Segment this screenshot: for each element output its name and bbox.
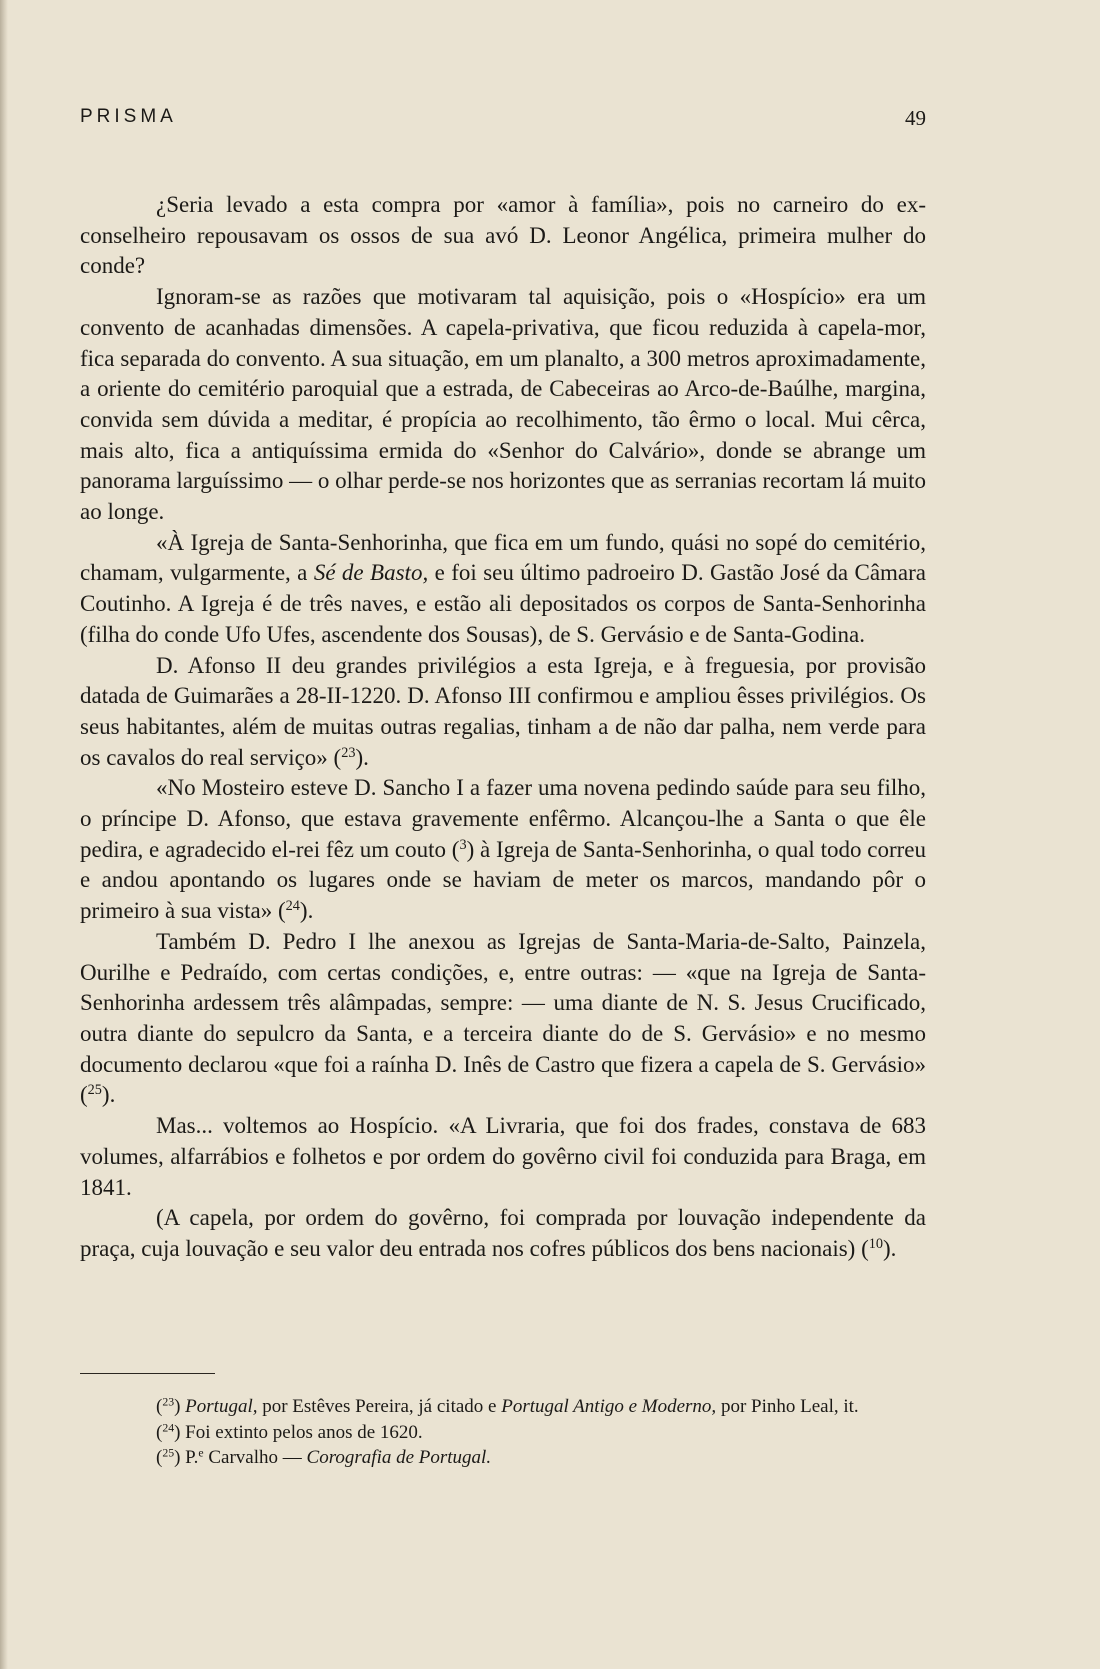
- footnote-separator: [80, 1373, 215, 1374]
- text-run: «No Mosteiro esteve D. Sancho I a fazer uma novena pedindo saúde para seu filho, o príncipe D. Afonso, que estava gravemente enfêrmo. Alcançou-lhe a Santa o que êle pedira, e agradecido el-rei fêz um couto (: [80, 775, 926, 862]
- text-run: ) P.: [174, 1447, 199, 1468]
- text-run: ) à Igreja de Santa-Senhorinha, o qual todo correu e andou apontando os lugares onde se haviam de meter os marcos, mandando pôr o primeiro à sua vista» (: [80, 836, 926, 924]
- paragraph: [80, 773, 926, 927]
- text-run: ¿Seria levado a esta compra por «amor à família», pois no carneiro do ex-conselheiro repousavam os ossos de sua avó D. Leonor Angélica, primeira mulher do conde?: [80, 192, 926, 279]
- paragraph: [80, 190, 926, 282]
- superscript: 24: [162, 1421, 175, 1435]
- text-run: ): [174, 1396, 186, 1417]
- italic-text: Corografia de Portugal.: [306, 1447, 492, 1468]
- text-run: (: [156, 1447, 163, 1468]
- paragraph: [80, 282, 926, 528]
- running-title: PRISMA: [80, 106, 177, 127]
- text-run: por Estêves Pereira, já citado e: [257, 1396, 502, 1417]
- text-run: (: [156, 1421, 163, 1443]
- paragraph: [80, 528, 926, 651]
- text-run: Ignoram-se as razões que motivaram tal aquisição, pois o «Hospício» era um convento de acanhadas dimensões. A capela-privativa, que ficou reduzida à capela-mor, fica separada do convento. A sua situação, em um planalto, a 300 metros aproximadamente, a oriente do cemitério paroquial que a estrada, de Cabeceiras ao Arco-de-Baúlhe, margina, convida sem dúvida a meditar, é propícia ao recolhimento, tão êrmo o local. Mui cêrca, mais alto, fica a antiquíssima ermida do «Senhor do Calvário», donde se abrange um panorama larguíssimo — o olhar perde-se nos horizontes que as serranias recortam lá muito ao longe.: [80, 284, 926, 525]
- footnote: [80, 1394, 926, 1420]
- text-run: ).: [299, 898, 314, 924]
- paragraph: [80, 651, 926, 774]
- page-number: 49: [905, 106, 926, 130]
- footnotes: [80, 1394, 926, 1471]
- superscript: 23: [162, 1395, 175, 1409]
- footnote: [80, 1445, 926, 1471]
- text-run: (A capela, por ordem do govêrno, foi comprada por louvação independente da praça, cuja louvação e seu valor deu entrada nos cofres públicos dos bens nacionais) (: [80, 1205, 926, 1261]
- text-run: Mas... voltemos ao Hospício. «A Livraria, que foi dos frades, constava de 683 volumes, alfarrábios e folhetos e por ordem do govêrno civil foi conduzida para Braga, em 1841.: [80, 1113, 926, 1200]
- text-run: ).: [882, 1235, 897, 1261]
- text-run: ) Foi extinto pelos anos de 1620.: [174, 1421, 423, 1443]
- superscript: 3: [459, 836, 467, 853]
- superscript: 23: [341, 744, 356, 761]
- italic-text: Portugal Antigo e Moderno,: [501, 1396, 717, 1417]
- paragraph: [80, 927, 926, 1111]
- paragraph: [80, 1203, 926, 1264]
- text-run: Carvalho —: [203, 1447, 307, 1468]
- text-run: ).: [101, 1082, 116, 1108]
- text-run: por Pinho Leal, it.: [716, 1396, 859, 1417]
- superscript: 10: [868, 1236, 883, 1253]
- text-run: e foi seu último padroeiro D. Gastão José da Câmara Coutinho. A Igreja é de três naves, e estão ali depositados os corpos de Santa-Senhorinha (filha do conde Ufo Ufes, ascendente dos Sousas), de S. Gervásio e de Santa-Godina.: [80, 560, 926, 647]
- superscript: e: [198, 1446, 204, 1460]
- italic-text: Portugal,: [185, 1396, 258, 1417]
- running-head: [80, 106, 926, 134]
- footnote: [80, 1420, 926, 1446]
- superscript: 25: [87, 1082, 102, 1099]
- text-run: «À Igreja de Santa-Senhorinha, que fica em um fundo, quási no sopé do cemitério, chamam, vulgarmente, a: [80, 529, 926, 586]
- text-run: D. Afonso II deu grandes privilégios a esta Igreja, e à freguesia, por provisão datada de Guimarães a 28-II-1220. D. Afonso III confirmou e ampliou êsses privilégios. Os seus habitantes, além de muitas outras regalias, tinham a de não dar palha, nem verde para os cavalos do real serviço» (: [80, 652, 926, 770]
- text-run: ).: [355, 744, 369, 770]
- italic-text: Sé de Basto,: [313, 560, 429, 586]
- paragraph: [80, 1111, 926, 1203]
- text-run: (: [156, 1396, 163, 1417]
- superscript: 25: [162, 1446, 175, 1460]
- superscript: 24: [285, 898, 300, 915]
- page-edge: [0, 0, 8, 1669]
- text-run: Também D. Pedro I lhe anexou as Igrejas de Santa-Maria-de-Salto, Painzela, Ourilhe e Pedraído, com certas condições, e, entre outras: — «que na Igreja de Santa-Senhorinha ardessem três alâmpadas, sempre: — uma diante de N. S. Jesus Crucificado, outra diante do sepulcro da Santa, e a terceira diante do de S. Gervásio» e no mesmo documento declarou «que foi a raínha D. Inês de Castro que fizera a capela de S. Gervásio» (: [80, 928, 926, 1108]
- body-text: [80, 190, 926, 1265]
